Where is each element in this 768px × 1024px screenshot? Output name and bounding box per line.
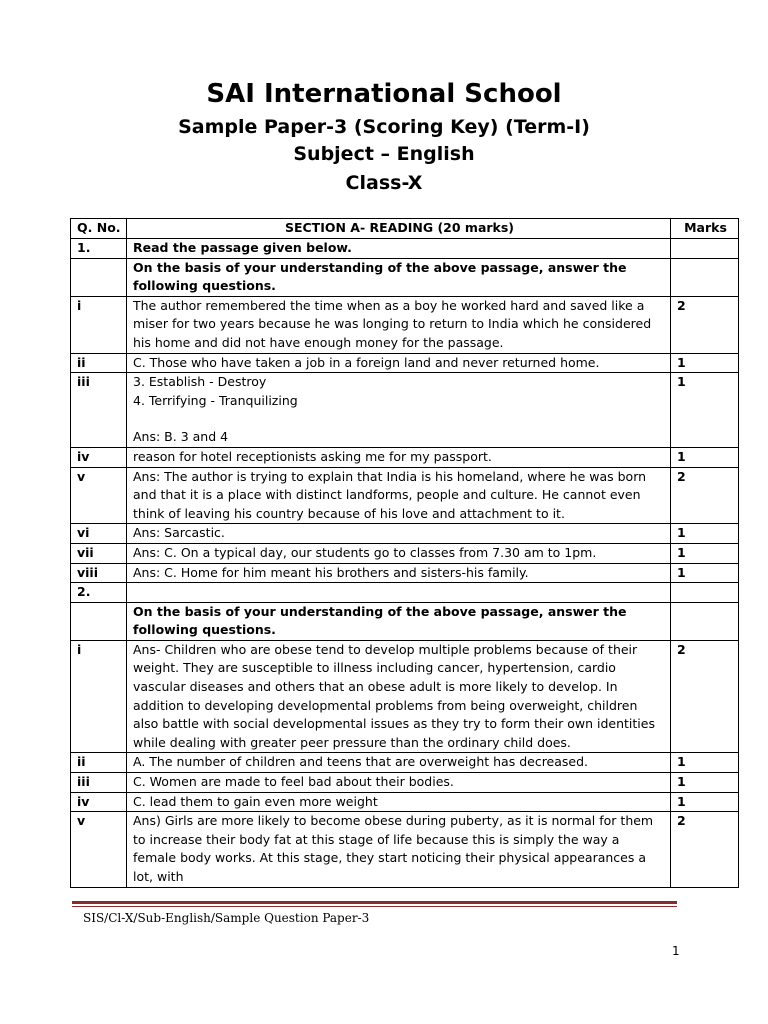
table-row — [71, 258, 739, 296]
marks-value — [671, 583, 739, 603]
table-body — [71, 239, 739, 888]
marks-value: 1 — [671, 524, 739, 544]
answer-text: Read the passage given below. — [127, 239, 671, 259]
marks-value: 1 — [671, 773, 739, 793]
answer-text — [127, 583, 671, 603]
table-row — [71, 583, 739, 603]
question-number: viii — [71, 563, 127, 583]
question-number: v — [71, 812, 127, 887]
marks-value: 1 — [671, 792, 739, 812]
table-row — [71, 296, 739, 353]
question-number — [71, 602, 127, 640]
table-row — [71, 467, 739, 524]
table-row — [71, 812, 739, 887]
table-row — [71, 353, 739, 373]
marks-value: 2 — [671, 640, 739, 753]
answer-text: Ans: The author is trying to explain that India is his homeland, where he was born and that it is a place with distinct landforms, people and culture. He cannot even think of leaving his country because of his love and attachment to it. — [127, 467, 671, 524]
answer-text: On the basis of your understanding of the above passage, answer the following questions. — [127, 602, 671, 640]
marks-value — [671, 602, 739, 640]
table-row — [71, 373, 739, 448]
table-row — [71, 543, 739, 563]
question-number: 1. — [71, 239, 127, 259]
question-number: 2. — [71, 583, 127, 603]
marks-value: 2 — [671, 467, 739, 524]
answer-line: 3. Establish - Destroy — [133, 374, 267, 390]
table-row — [71, 640, 739, 753]
marks-value: 2 — [671, 296, 739, 353]
table-row — [71, 773, 739, 793]
class-line: Class-X — [345, 172, 423, 194]
answer-text: Ans- Children who are obese tend to develop multiple problems because of their weight. They are susceptible to illness including cancer, hypertension, cardio vascular diseases and others that an obese adult is more likely to develop. In addition to developing developmental problems from being overweight, children also battle with social developmental issues as they try to form their own identities while dealing with greater peer pressure than the ordinary child does. — [127, 640, 671, 753]
marks-value: 1 — [671, 543, 739, 563]
answer-line: Ans: B. 3 and 4 — [133, 429, 229, 445]
table-row — [71, 563, 739, 583]
marks-value — [671, 239, 739, 259]
question-number: vii — [71, 543, 127, 563]
answer-line: 4. Terrifying - Tranquilizing — [133, 392, 298, 408]
page-number: 1 — [672, 944, 680, 958]
table-row — [71, 447, 739, 467]
question-number: iii — [71, 373, 127, 448]
marks-value: 1 — [671, 353, 739, 373]
question-number: i — [71, 640, 127, 753]
header-marks: Marks — [671, 219, 739, 239]
table-row — [71, 239, 739, 259]
footer-text: SIS/Cl-X/Sub-English/Sample Question Paper-3 — [83, 911, 370, 925]
marks-value — [671, 258, 739, 296]
answer-line — [133, 410, 666, 428]
footer-rule — [72, 901, 677, 904]
table-row — [71, 602, 739, 640]
subject-line: Subject – English — [293, 143, 475, 165]
answer-text: The author remembered the time when as a boy he worked hard and saved like a miser for two years because he was longing to return to India which he considered his home and did not have enough money for the passage. — [127, 296, 671, 353]
answer-text: Ans) Girls are more likely to become obese during puberty, as it is normal for them to increase their body fat at this stage of life because this is simply the way a female body works. At this stage, they start noticing their physical appearances a lot, with — [127, 812, 671, 887]
school-name: SAI International School — [206, 79, 562, 109]
answer-text: C. Women are made to feel bad about their bodies. — [127, 773, 671, 793]
table-header-row — [71, 219, 739, 239]
footer-rule-thin — [72, 906, 677, 907]
answer-text: A. The number of children and teens that are overweight has decreased. — [127, 753, 671, 773]
table-row — [71, 524, 739, 544]
question-number: iv — [71, 447, 127, 467]
question-number: vi — [71, 524, 127, 544]
answer-text: C. lead them to gain even more weight — [127, 792, 671, 812]
header-qno: Q. No. — [71, 219, 127, 239]
answer-text: Ans: Sarcastic. — [127, 524, 671, 544]
marks-value: 1 — [671, 563, 739, 583]
question-number: i — [71, 296, 127, 353]
table-row — [71, 792, 739, 812]
scoring-key-table — [70, 218, 739, 888]
question-number: ii — [71, 753, 127, 773]
answer-text: Ans: C. On a typical day, our students go to classes from 7.30 am to 1pm. — [127, 543, 671, 563]
answer-text: reason for hotel receptionists asking me for my passport. — [127, 447, 671, 467]
answer-text: On the basis of your understanding of the above passage, answer the following questions. — [127, 258, 671, 296]
question-number: iii — [71, 773, 127, 793]
marks-value: 1 — [671, 447, 739, 467]
answer-text: C. Those who have taken a job in a foreign land and never returned home. — [127, 353, 671, 373]
paper-title: Sample Paper-3 (Scoring Key) (Term-I) — [178, 116, 590, 138]
marks-value: 1 — [671, 373, 739, 448]
answer-text — [127, 373, 671, 448]
question-number — [71, 258, 127, 296]
header-section: SECTION A- READING (20 marks) — [127, 219, 671, 239]
answer-text: Ans: C. Home for him meant his brothers and sisters-his family. — [127, 563, 671, 583]
question-number: v — [71, 467, 127, 524]
marks-value: 1 — [671, 753, 739, 773]
marks-value: 2 — [671, 812, 739, 887]
question-number: iv — [71, 792, 127, 812]
table-row — [71, 753, 739, 773]
question-number: ii — [71, 353, 127, 373]
